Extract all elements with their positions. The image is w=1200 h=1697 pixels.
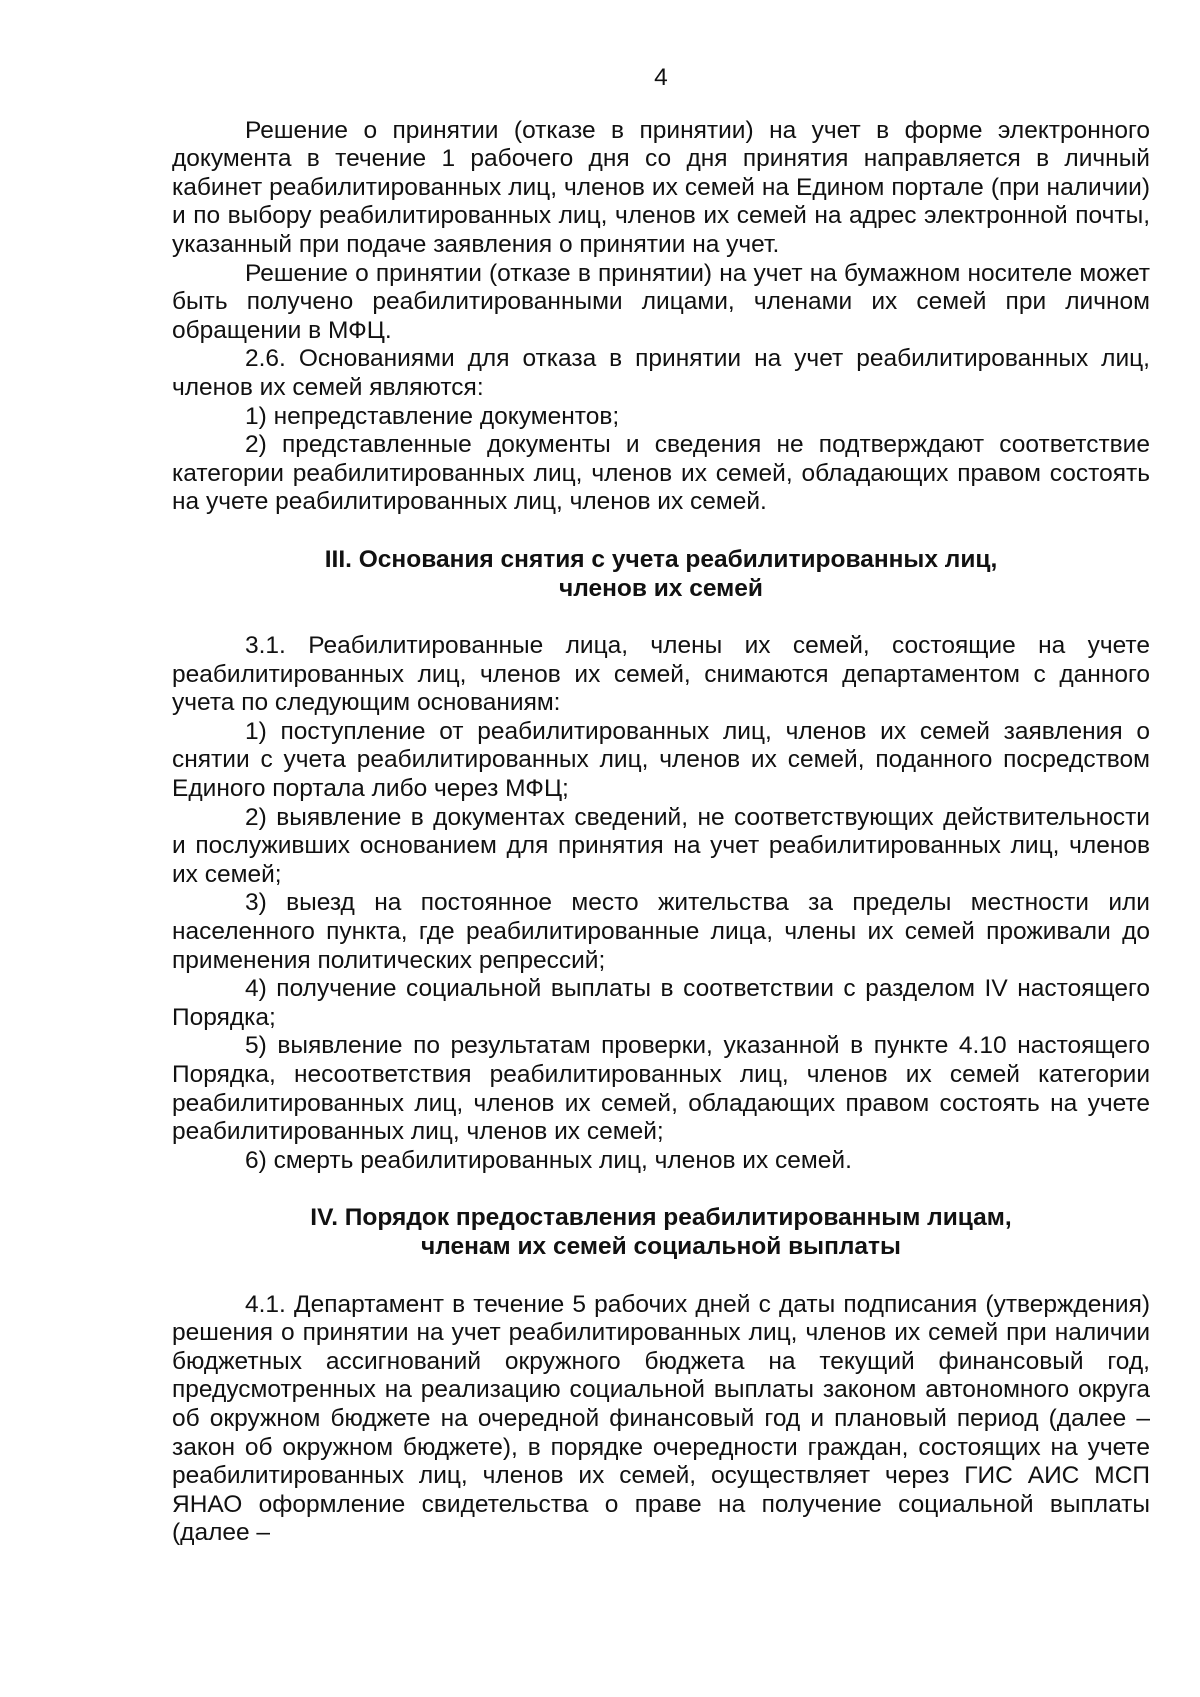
section-3-heading [172,546,1150,603]
section-heading-line: членов их семей [559,574,763,602]
document-page [172,64,1150,1548]
paragraph: 2) выявление в документах сведений, не соответствующих действительности и послуживших основанием для принятия на учет реабилитированных лиц, членов их семей; [172,803,1150,888]
paragraph: 3.1. Реабилитированные лица, члены их семей, состоящие на учете реабилитированных лиц, членов их семей, снимаются департаментом с данного учета по следующим основаниям: [172,632,1150,717]
section-heading [172,546,1150,603]
paragraph: Решение о принятии (отказе в принятии) на учет на бумажном носителе может быть получено реабилитированными лицами, членами их семей при личном обращении в МФЦ. [172,259,1150,344]
section-heading-line: III. Основания снятия с учета реабилитированных лиц, [324,545,998,573]
paragraph: 2.6. Основаниями для отказа в принятии на учет реабилитированных лиц, членов их семей являются: [172,345,1150,401]
paragraph: 4) получение социальной выплаты в соответствии с разделом IV настоящего Порядка; [172,975,1150,1031]
paragraph: 2) представленные документы и сведения не подтверждают соответствие категории реабилитированных лиц, членов их семей, обладающих правом состоять на учете реабилитированных лиц, членов их семей. [172,431,1150,516]
paragraph: 6) смерть реабилитированных лиц, членов их семей. [245,1146,852,1174]
paragraph: 1) непредставление документов; [245,402,620,430]
section-heading-line: IV. Порядок предоставления реабилитированным лицам, [310,1204,1012,1232]
paragraph: 4.1. Департамент в течение 5 рабочих дней с даты подписания (утверждения) решения о принятии на учет реабилитированных лиц, членов их семей при наличии бюджетных ассигнований окружного бюджета на текущий финансовый год, предусмотренных на реализацию социальной выплаты законом автономного округа об окружном бюджете на очередной финансовый год и плановый период (далее – закон об окружном бюджете), в порядке очередности граждан, состоящих на учете реабилитированных лиц, членов их семей, осуществляет через ГИС АИС МСП ЯНАО оформление свидетельства о праве на получение социальной выплаты (далее – [172,1290,1150,1547]
paragraph: 3) выезд на постоянное место жительства за пределы местности или населенного пункта, где реабилитированные лица, члены их семей проживали до применения политических репрессий; [172,889,1150,974]
paragraph: 1) поступление от реабилитированных лиц, членов их семей заявления о снятии с учета реабилитированных лиц, членов их семей, поданного посредством Единого портала либо через МФЦ; [172,717,1150,803]
section-4-heading [172,1204,1150,1261]
paragraph: 5) выявление по результатам проверки, указанной в пункте 4.10 настоящего Порядка, несоответствия реабилитированных лиц, членов их семей категории реабилитированных лиц, членов их семей, обладающих правом состоять на учете реабилитированных лиц, членов их семей; [172,1032,1150,1146]
page-number: 4 [654,64,668,91]
section-heading [172,1204,1150,1261]
section-heading-line: членам их семей социальной выплаты [421,1232,901,1260]
paragraph: Решение о принятии (отказе в принятии) на учет в форме электронного документа в течение 1 рабочего дня со дня принятия направляется в личный кабинет реабилитированных лиц, членов их семей на Едином портале (при наличии) и по выбору реабилитированных лиц, членов их семей на адрес электронной почты, указанный при подаче заявления о принятии на учет. [172,116,1150,258]
